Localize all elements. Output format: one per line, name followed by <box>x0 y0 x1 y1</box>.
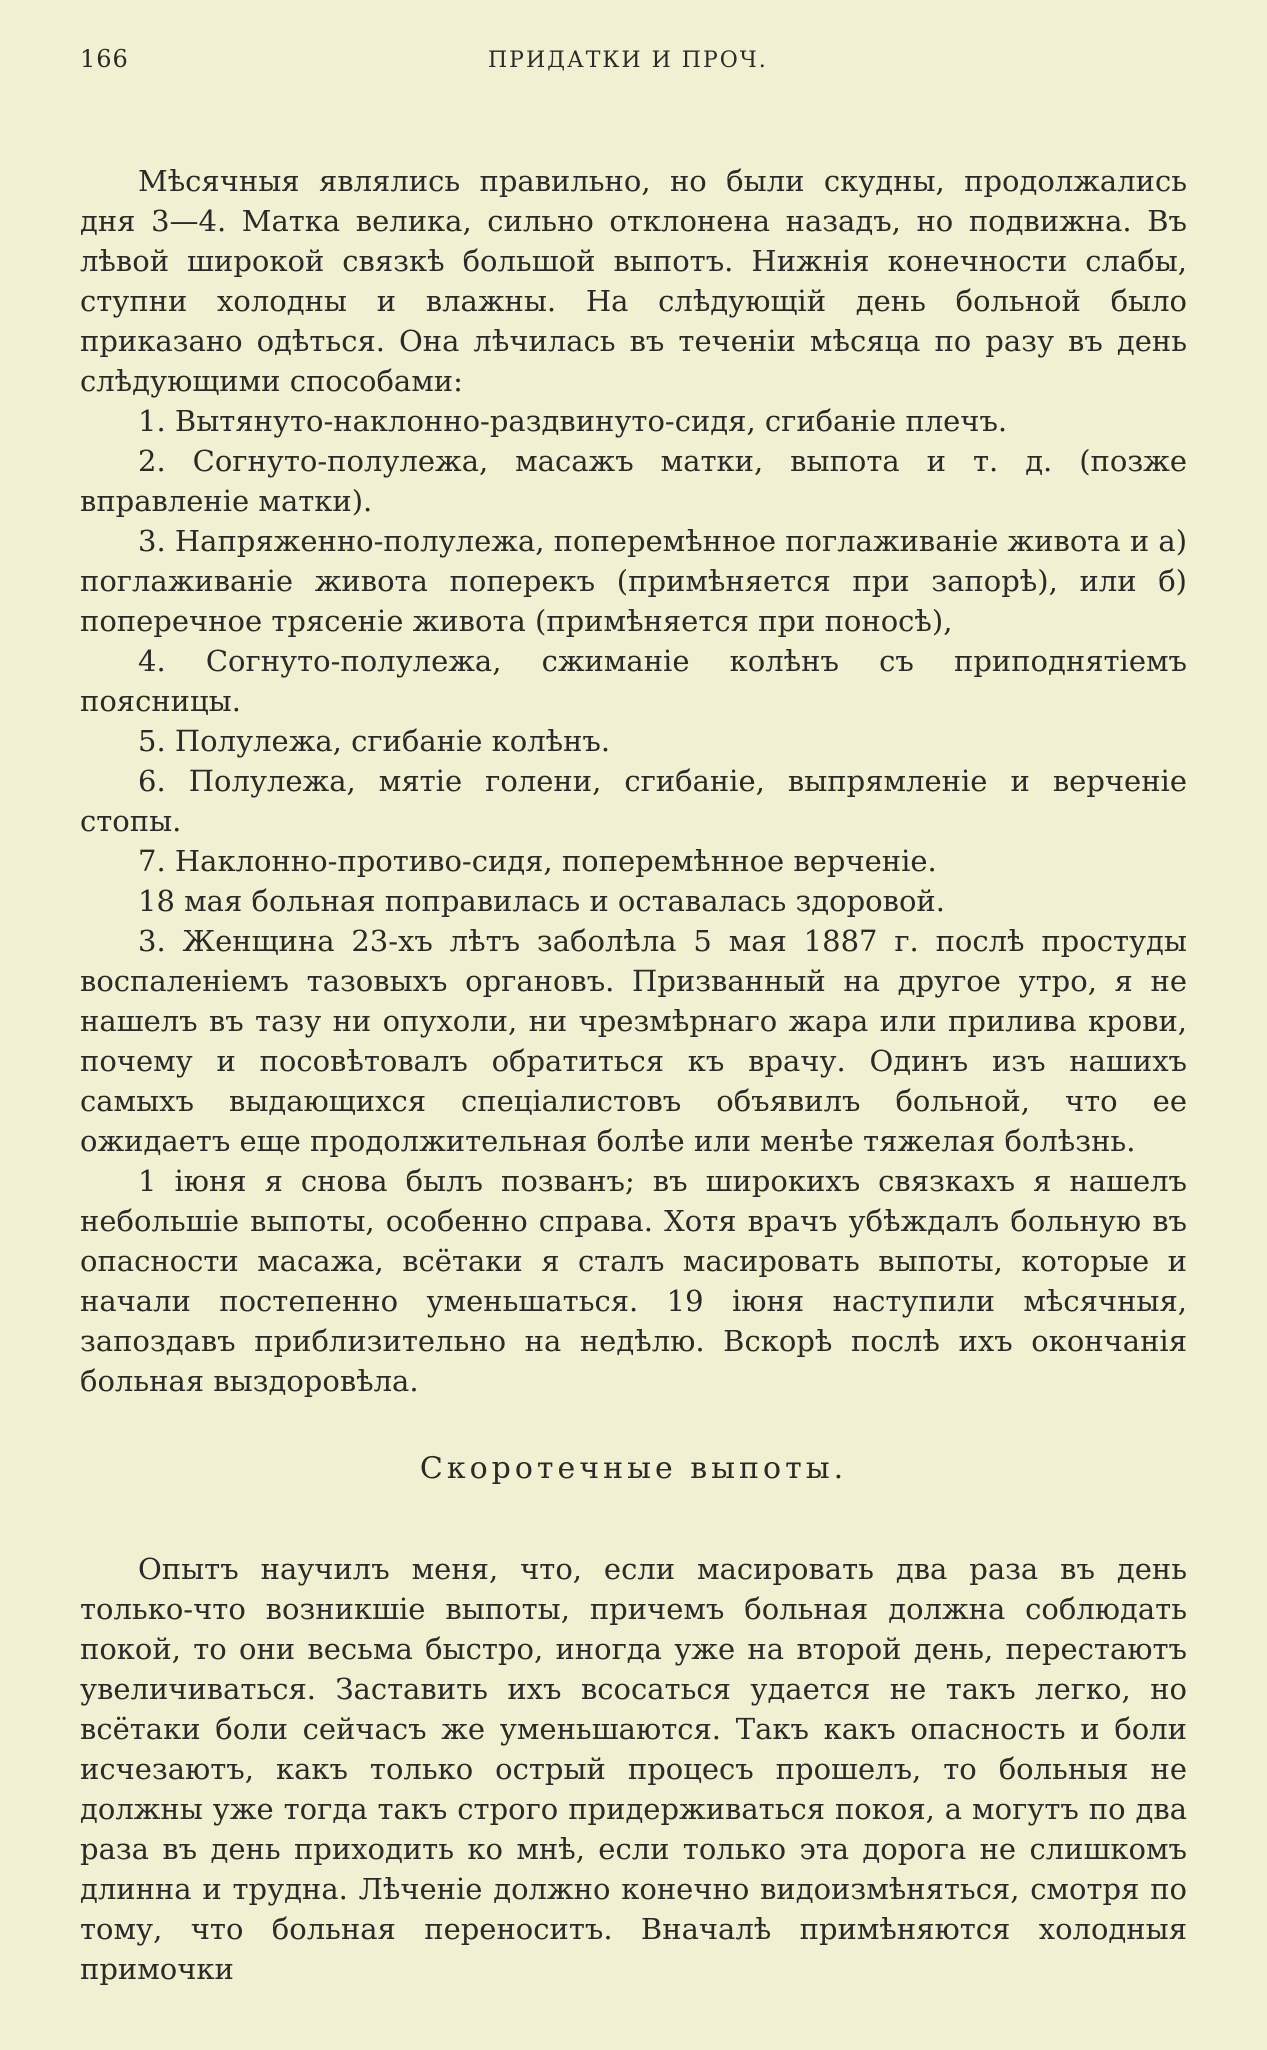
list-item: 2. Согнуто-полулежа, масажъ матки, выпота и т. д. (позже вправленіе матки). <box>80 444 1187 518</box>
section-heading: Скоротечные выпоты. <box>419 1451 848 1486</box>
paragraph: 3. Женщина 23-хъ лѣтъ заболѣла 5 мая 1887 г. послѣ простуды воспаленіемъ тазовыхъ органовъ. Призванный на другое утро, я не нашелъ въ тазу ни опухоли, ни чрезмѣрнаго жара или прилива крови, почему и посовѣтовалъ обратиться къ врачу. Одинъ изъ нашихъ самыхъ выдающихся спеціалистовъ объявилъ больной, что ее ожидаетъ еще продолжительная болѣе или менѣе тяжелая болѣзнь. <box>80 924 1187 1158</box>
list-item: 5. Полулежа, сгибаніе колѣнъ. <box>138 724 611 758</box>
list-item: 4. Согнуто-полулежа, сжиманіе колѣнъ съ приподнятіемъ поясницы. <box>80 644 1187 718</box>
paragraph: 18 мая больная поправилась и оставалась здоровой. <box>138 884 945 918</box>
paragraph: 1 іюня я снова былъ позванъ; въ широкихъ связкахъ я нашелъ небольшіе выпоты, особенно справа. Хотя врачъ убѣждалъ больную въ опасности масажа, всётаки я сталъ масировать выпоты, которые и начали постепенно уменьшаться. 19 іюня наступили мѣсячныя, запоздавъ приблизительно на недѣлю. Вскорѣ послѣ ихъ окончанія больная выздоровѣла. <box>80 1164 1187 1398</box>
list-item: 3. Напряженно-полулежа, поперемѣнное поглаживаніе живота и а) поглаживаніе живота поперекъ (примѣняется при запорѣ), или б) поперечное трясеніе живота (примѣняется при поносѣ), <box>80 524 1188 638</box>
page-number: 166 <box>80 45 129 73</box>
running-title: ПРИДАТКИ И ПРОЧ. <box>488 48 768 73</box>
list-item: 1. Вытянуто-наклонно-раздвинуто-сидя, сгибаніе плечъ. <box>138 404 1008 438</box>
page-header <box>80 45 1187 85</box>
list-item: 7. Наклонно-противо-сидя, поперемѣнное верченіе. <box>138 844 937 878</box>
page-body <box>80 161 1187 1989</box>
paragraph: Опытъ научилъ меня, что, если масировать два раза въ день только-что возникшіе выпоты, причемъ больная должна соблюдать покой, то они весьма быстро, иногда уже на второй день, перестаютъ увеличиваться. Заставить ихъ всосаться удается не такъ легко, но всётаки боли сейчасъ же уменьшаются. Такъ какъ опасность и боли исчезаютъ, какъ только острый процесъ прошелъ, то больныя не должны уже тогда такъ строго придерживаться покоя, а могутъ по два раза въ день приходить ко мнѣ, если только эта дорога не слишкомъ длинна и трудна. Лѣченіе должно конечно видоизмѣняться, смотря по тому, что больная переноситъ. Вначалѣ примѣняются холодныя примочки <box>80 1552 1187 1986</box>
paragraph: Мѣсячныя являлись правильно, но были скудны, продолжались дня 3—4. Матка велика, сильно отклонена назадъ, но подвижна. Въ лѣвой широкой связкѣ большой выпотъ. Нижнія конечности слабы, ступни холодны и влажны. На слѣдующій день больной было приказано одѣться. Она лѣчилась въ теченіи мѣсяца по разу въ день слѣдующими способами: <box>80 164 1187 398</box>
list-item: 6. Полулежа, мятіе голени, сгибаніе, выпрямленіе и верченіе стопы. <box>80 764 1187 838</box>
